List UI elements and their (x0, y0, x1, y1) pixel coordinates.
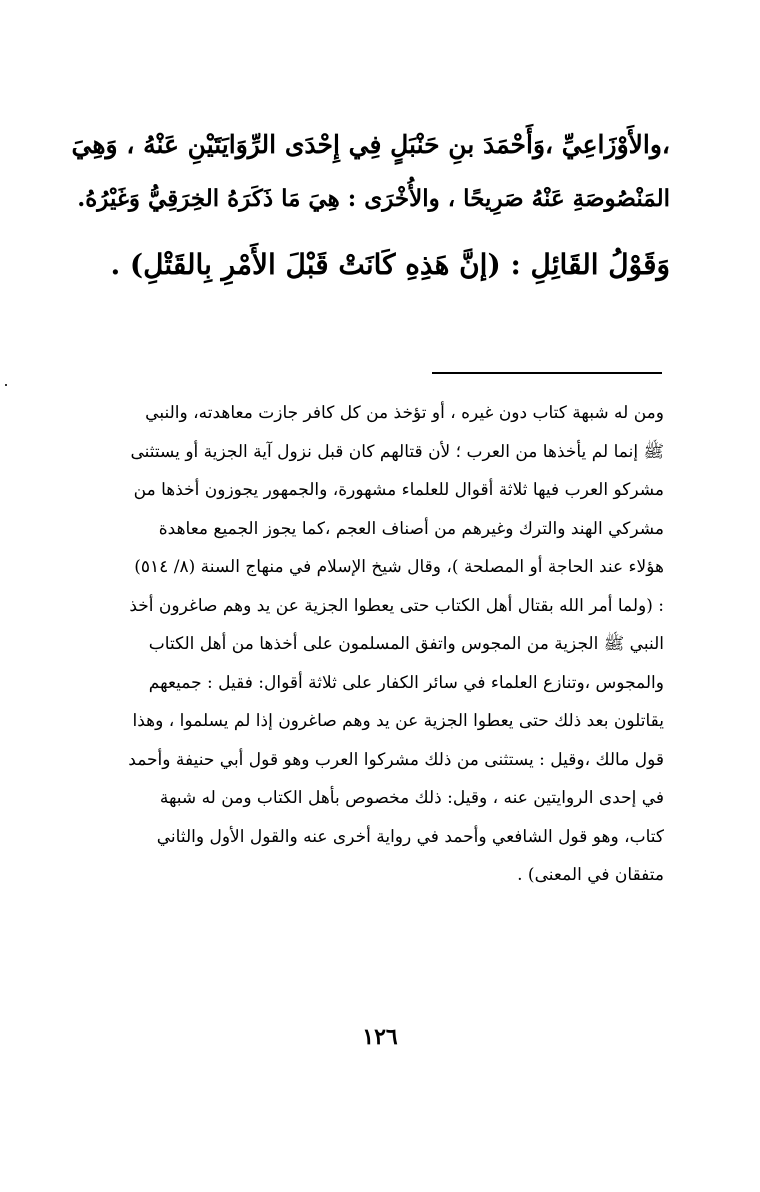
page-number: ١٢٦ (362, 1024, 398, 1050)
footnote-line-4: مشركي الهند والترك وغيرهم من أصناف العجم ،كما يجوز الجميع معاهدة (158, 518, 664, 539)
footnote-line-5: هؤلاء عند الحاجة أو المصلحة )، وقال شيخ الإسلام في منهاج السنة (٨/ ٥١٤) (134, 557, 664, 577)
main-text-line-2: المَنْصُوصَةِ عَنْهُ صَرِيحًا ، والأُخْرَى : هِيَ مَا ذَكَرَهُ الخِرَقِيُّ وَغَيْرُهُ. (77, 185, 670, 212)
main-text-line-1: ،والأَوْزَاعِيِّ ،وَأَحْمَدَ بنِ حَنْبَلٍ فِي إِحْدَى الرِّوَايَتَيْنِ عَنْهُ ، وَهِيَ (71, 130, 670, 159)
main-text-block (70, 118, 670, 292)
footnote-line-2: ﷺ إنما لم يأخذها من العرب ؛ لأن قتالهم كان قبل نزول آية الجزية أو يستثنى (130, 441, 664, 462)
footnote-line-9: يقاتلون بعد ذلك حتى يعطوا الجزية عن يد وهم صاغرون إذا لم يسلموا ، وهذا (132, 711, 664, 731)
footnote-divider (432, 372, 662, 374)
footnote-line-6: : (ولما أمر الله بقتال أهل الكتاب حتى يعطوا الجزية عن يد وهم صاغرون أخذ (129, 595, 664, 616)
footnote-line-12: كتاب، وهو قول الشافعي وأحمد في رواية أخرى عنه والقول الأول والثاني (156, 826, 664, 847)
footnote-line-13: متفقان في المعنى) . (517, 865, 664, 885)
footnote-line-7: النبي ﷺ الجزية من المجوس واتفق المسلمون على أخذها من أهل الكتاب (148, 634, 664, 654)
footnote-line-1: ومن له شبهة كتاب دون غيره ، أو تؤخذ من كل كافر جازت معاهدته، والنبي (145, 403, 664, 423)
footnote-line-8: والمجوس ،وتنازع العلماء في سائر الكفار على ثلاثة أقوال: فقيل : جميعهم (148, 672, 664, 693)
footnote-line-10: قول مالك ،وقيل : يستثنى من ذلك مشركوا العرب وهو قول أبي حنيفة وأحمد (128, 749, 664, 770)
main-text-line-3: وَقَوْلُ القَائِلِ : (إنَّ هَذِهِ كَانَتْ قَبْلَ الأَمْرِ بِالقَتْلِ) . (110, 248, 670, 281)
footnote-block (72, 394, 664, 895)
footnote-line-3: مشركو العرب فيها ثلاثة أقوال للعلماء مشهورة، والجمهور يجوزون أخذها من (133, 480, 664, 500)
scan-speck (5, 384, 7, 386)
footnote-line-11: في إحدى الروايتين عنه ، وقيل: ذلك مخصوص بأهل الكتاب ومن له شبهة (159, 788, 664, 808)
